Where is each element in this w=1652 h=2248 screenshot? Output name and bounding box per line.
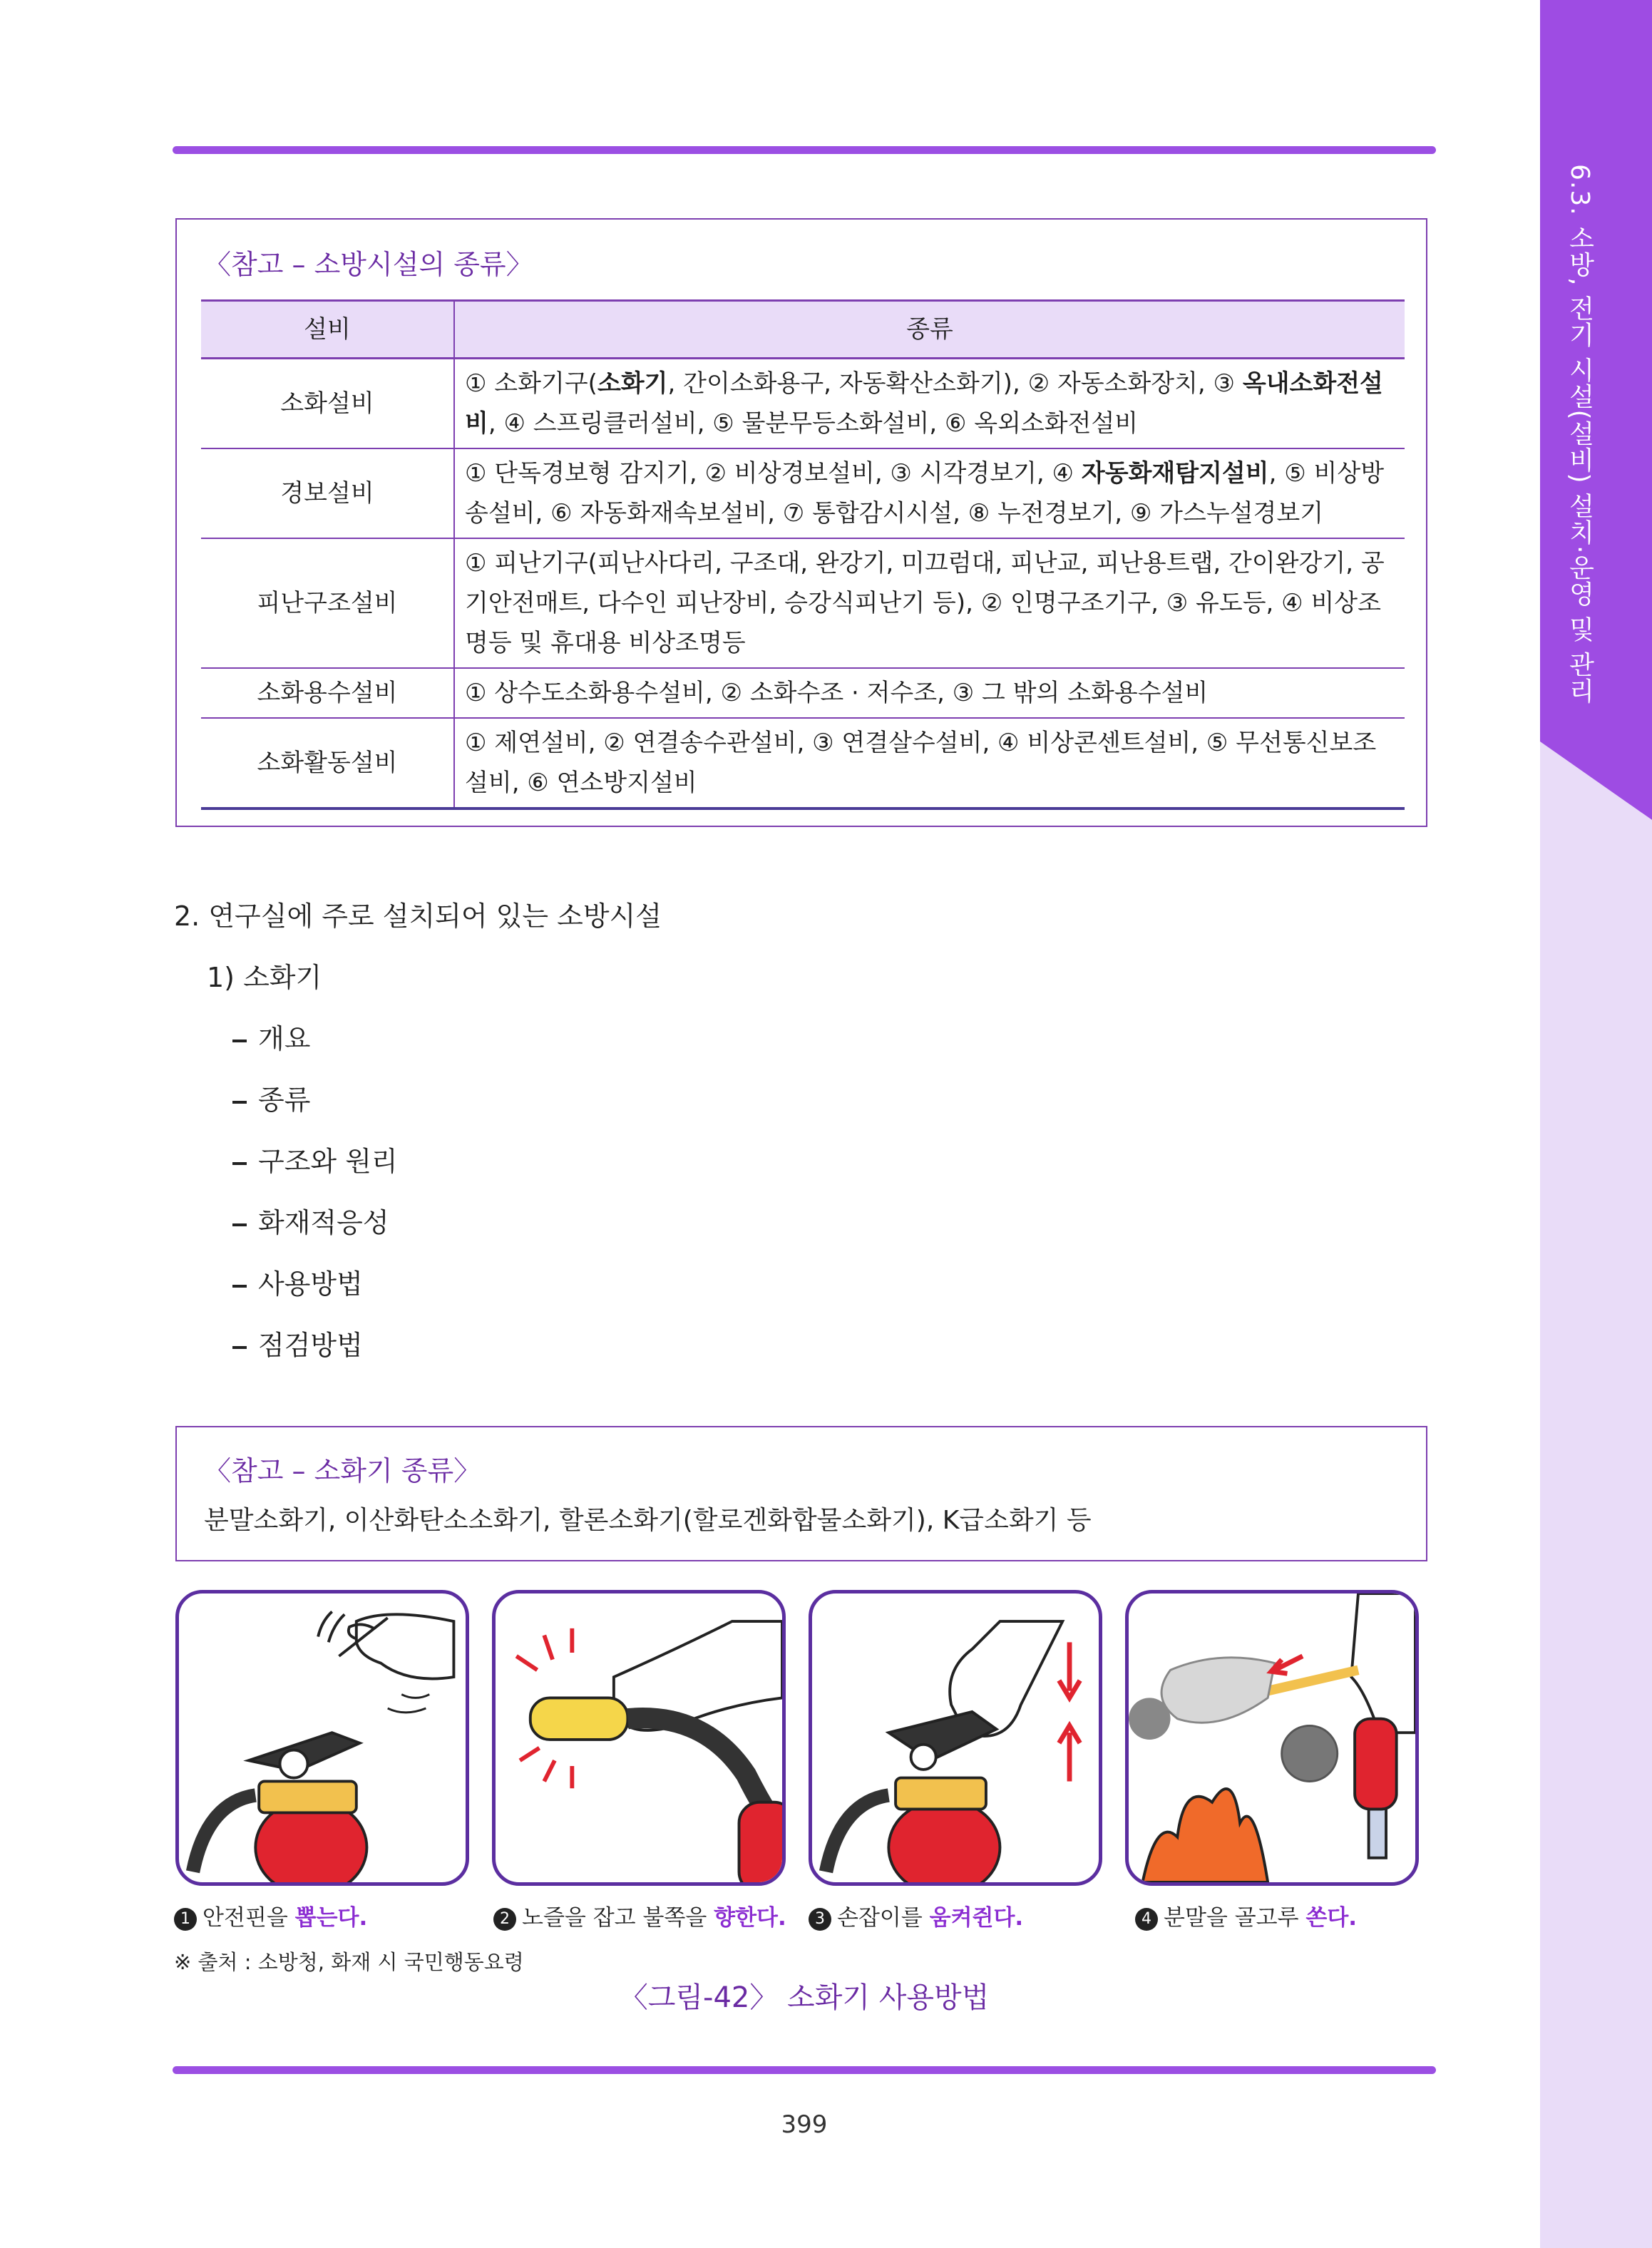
step-text: 노즐을 잡고 불쪽을 (522, 1905, 714, 1931)
list-item-label: 점검방법 (258, 1330, 363, 1361)
header-types: 종류 (454, 301, 1405, 359)
types-text: ① 제연설비, ② 연결송수관설비, ③ 연결살수설비, ④ 비상콘센트설비, ⑤ 무선통신보조설비, ⑥ 연소방지설비 (465, 729, 1377, 797)
step2-hold-nozzle-illustration (492, 1590, 786, 1886)
types-text: , ④ 스프링클러설비, ⑤ 물분무등소화설비, ⑥ 옥외소화전설비 (488, 409, 1139, 438)
side-tab-triangle (1540, 741, 1652, 820)
emphasized-term: 자동화재탐지설비 (1081, 459, 1269, 488)
types-text: ① 소화기구( (465, 369, 597, 398)
table-row (201, 668, 1405, 718)
types-text: ① 상수도소화용수설비, ② 소화수조 · 저수조, ③ 그 밖의 소화용수설비 (465, 679, 1209, 707)
equipment-types (454, 448, 1405, 538)
step-number-badge: 2 (493, 1908, 516, 1931)
equipment-types (454, 538, 1405, 668)
list-item (232, 1078, 310, 1117)
types-text: , 간이소화용구, 자동확산소화기), ② 자동소화장치, ③ (667, 369, 1243, 398)
step-number-badge: 1 (174, 1908, 197, 1931)
step3-squeeze-handle-illustration (809, 1590, 1102, 1886)
header-equipment: 설비 (201, 301, 454, 359)
page-number: 399 (781, 2110, 828, 2139)
table-row (201, 448, 1405, 538)
step4-spray-powder-illustration (1125, 1590, 1419, 1886)
step1-pull-pin-illustration (175, 1590, 469, 1886)
dash-bullet (232, 1101, 247, 1104)
table-header-row (201, 301, 1405, 359)
table-row (201, 359, 1405, 449)
equipment-category: 소화활동설비 (201, 718, 454, 809)
list-item-label: 화재적응성 (258, 1207, 389, 1238)
table-row (201, 718, 1405, 809)
list-item (232, 1323, 363, 1362)
reference-box-extinguisher-types (175, 1426, 1427, 1561)
dash-bullet (232, 1223, 247, 1226)
step-text: 손잡이를 (837, 1905, 930, 1931)
step-action: 쏜다. (1305, 1905, 1358, 1931)
equipment-category: 피난구조설비 (201, 538, 454, 668)
figure-title: 〈그림-42〉 소화기 사용방법 (619, 1981, 990, 2014)
list-item-label: 개요 (258, 1023, 311, 1054)
step-text: 분말을 골고루 (1164, 1905, 1306, 1931)
step-number-badge: 3 (809, 1908, 831, 1931)
step-text: 안전핀을 (202, 1905, 295, 1931)
equipment-types (454, 718, 1405, 809)
equipment-types (454, 359, 1405, 449)
list-item (232, 1017, 310, 1056)
bottom-rule (173, 2066, 1436, 2074)
equipment-category: 경보설비 (201, 448, 454, 538)
step-caption (174, 1899, 367, 1931)
step-action: 향한다. (714, 1905, 786, 1931)
step-caption (1135, 1899, 1357, 1931)
equipment-category: 소화용수설비 (201, 668, 454, 718)
list-item-label: 사용방법 (258, 1268, 363, 1300)
reference-title: 〈참고 – 소방시설의 종류〉 (204, 249, 533, 280)
dash-bullet (232, 1346, 247, 1349)
step-number-badge: 4 (1135, 1908, 1158, 1931)
list-item-label: 종류 (258, 1084, 311, 1116)
dash-bullet (232, 1162, 247, 1165)
list-item (232, 1262, 363, 1301)
list-item-label: 구조와 원리 (258, 1146, 398, 1177)
step-action: 뽑는다. (294, 1905, 368, 1931)
dash-bullet (232, 1285, 247, 1288)
list-item (232, 1139, 398, 1179)
chapter-title: 6.3. 소방, 전기 시설(설비) 설치·운영 및 관리 (1565, 164, 1594, 704)
top-rule (173, 146, 1436, 154)
figure-source: ※ 출처 : 소방청, 화재 시 국민행동요령 (174, 1950, 524, 1974)
dash-bullet (232, 1040, 247, 1042)
extinguisher-types-text: 분말소화기, 이산화탄소소화기, 할론소화기(할로겐화합물소화기), K급소화기 등 (204, 1506, 1092, 1535)
emphasized-term: 소화기 (597, 369, 668, 398)
subsection-heading: 1) 소화기 (207, 962, 322, 993)
types-text: ① 단독경보형 감지기, ② 비상경보설비, ③ 시각경보기, ④ (465, 459, 1082, 488)
types-text: ① 피난기구(피난사다리, 구조대, 완강기, 미끄럼대, 피난교, 피난용트랩, 간이완강기, 공기안전매트, 다수인 피난장비, 승강식피난기 등), ② 인명구조기구, ③ 유도등, ④ 비상조명등 및 휴대용 비상조명등 (465, 549, 1385, 657)
list-item (232, 1201, 389, 1240)
step-caption (809, 1899, 1023, 1931)
table-row (201, 538, 1405, 668)
emphasized-term: 옥내소화전설비 (465, 369, 1383, 438)
facility-types-table (201, 299, 1405, 810)
step-caption (493, 1899, 786, 1931)
step-action: 움켜쥔다. (929, 1905, 1024, 1931)
types-text: , ⑤ 비상방송설비, ⑥ 자동화재속보설비, ⑦ 통합감시시설, ⑧ 누전경보기, ⑨ 가스누설경보기 (465, 459, 1385, 528)
section-heading: 2. 연구실에 주로 설치되어 있는 소방시설 (174, 900, 662, 932)
reference-title: 〈참고 – 소화기 종류〉 (204, 1455, 481, 1487)
equipment-category: 소화설비 (201, 359, 454, 449)
equipment-types (454, 668, 1405, 718)
